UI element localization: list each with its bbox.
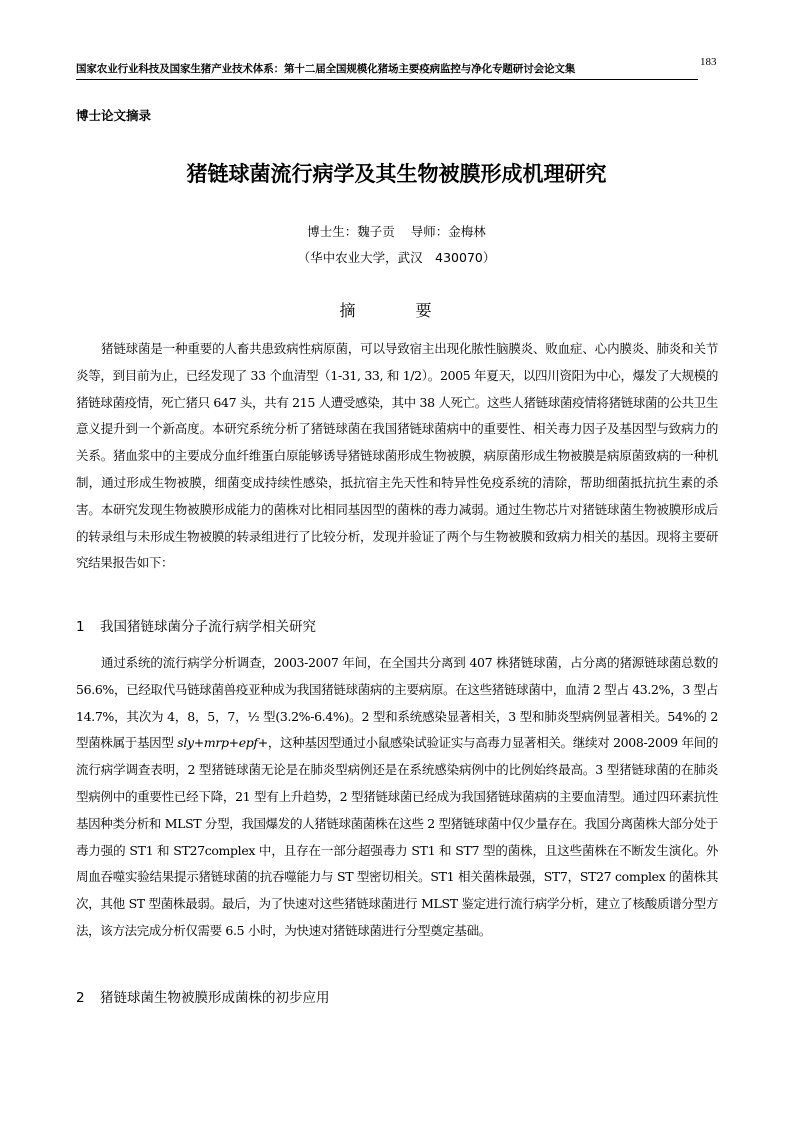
affiliation: （华中农业大学，武汉 430070） — [297, 250, 496, 265]
header-rule — [76, 79, 698, 80]
author-advisor: 导师：金梅林 — [410, 224, 486, 239]
section-title-1: 我国猪链球菌分子流行病学相关研究 — [100, 619, 316, 635]
section-label: 博士论文摘录 — [76, 108, 152, 123]
abstract-paragraph: 猪链球菌是一种重要的人畜共患致病性病原菌，可以导致宿主出现化脓性脑膜炎、败血症、心内膜炎、肺炎和关节炎等，到目前为止，已经发现了 33 个血清型（1-31, 33, 和 1/2）。2005 年夏天，以四川资阳为中心，爆发了大规模的猪链球菌疫情，死亡猪只 647 头，共有 215 人遭受感染，其中 38 人死亡。这些人猪链球菌疫情将猪链球菌的公共卫生意义提升到一个新高度。本研究系统分析了猪链球菌在我国猪链球菌病中的重要性、相关毒力因子及基因型与致病力的关系。猪血浆中的主要成分血纤维蛋白原能够诱导猪链球菌形成生物被膜，病原菌形成生物被膜是病原菌致病的一种机制，通过形成生物被膜，细菌变成持续性感染，抵抗宿主先天性和特异性免疫系统的清除，帮助细菌抵抗抗生素的杀害。本研究发现生物被膜形成能力的菌株对比相同基因型的菌株的毒力减弱。通过生物芯片对猪链球菌生物被膜形成后的转录组与未形成生物被膜的转录组进行了比较分析，发现并验证了两个与生物被膜和致病力相关的基因。现将主要研究结果报告如下： — [76, 341, 718, 571]
section-number-1: 1 — [76, 619, 85, 635]
section-title-2: 猪链球菌生物被膜形成菌株的初步应用 — [100, 990, 330, 1006]
running-header: 国家农业行业科技及国家生猪产业技术体系：第十二届全国规模化猪场主要疫病监控与净化专题研讨会论文集 — [76, 63, 576, 75]
section-number-2: 2 — [76, 990, 85, 1006]
authors — [0, 222, 793, 240]
section-heading-2 — [76, 986, 330, 1006]
section-heading-1 — [76, 615, 316, 635]
genotype-italic: sly+mrp+epf+ — [177, 735, 268, 751]
page-number: 183 — [700, 56, 717, 68]
section-1-paragraph — [76, 650, 718, 945]
author-student: 博士生：魏子贡 — [307, 224, 395, 239]
paper-title: 猪链球菌流行病学及其生物被膜形成机理研究 — [186, 162, 607, 186]
section-1-text-a: 通过系统的流行病学分析调查，2003-2007 年间，在全国共分离到 407 株猪链球菌，占分离的猪源链球菌总数的 56.6%，已经取代马链球菌兽疫亚种成为我国猪链球菌病的主要病原。在这些猪链球菌中，血清 2 型占 43.2%，3 型占 14.7%，其次为 4，8，5，7，½ 型(3.2%-6.4%)。2 型和系统感染显著相关，3 型和肺炎型病例显著相关。54%的 2 型菌株属于基因型 — [76, 655, 718, 751]
abstract-heading: 摘 要 — [339, 301, 454, 320]
section-1-text-b: ，这种基因型通过小鼠感染试验证实与高毒力显著相关。继续对 2008-2009 年间的流行病学调查表明，2 型猪链球菌无论是在肺炎型病例还是在系统感染病例中的比例始终最高。3 型猪链球菌的在肺炎型病例中的重要性已经下降，21 型有上升趋势，2 型猪链球菌已经成为我国猪链球菌病的主要血清型。通过四环素抗性基因种类分析和 MLST 分型，我国爆发的人猪链球菌菌株在这些 2 型猪链球菌中仅少量存在。我国分离菌株大部分处于毒力强的 ST1 和 ST27complex 中，且存在一部分超强毒力 ST1 和 ST7 型的菌株，且这些菌株在不断发生演化。外周血吞噬实验结果提示猪链球菌的抗吞噬能力与 ST 型密切相关。ST1 相关菌株最强，ST7，ST27 complex 的菌株其次，其他 ST 型菌株最弱。最后，为了快速对这些猪链球菌进行 MLST 鉴定进行流行病学分析，建立了核酸质谱分型方法，该方法完成分析仅需要 6.5 小时，为快速对猪链球菌进行分型奠定基础。 — [76, 735, 718, 938]
